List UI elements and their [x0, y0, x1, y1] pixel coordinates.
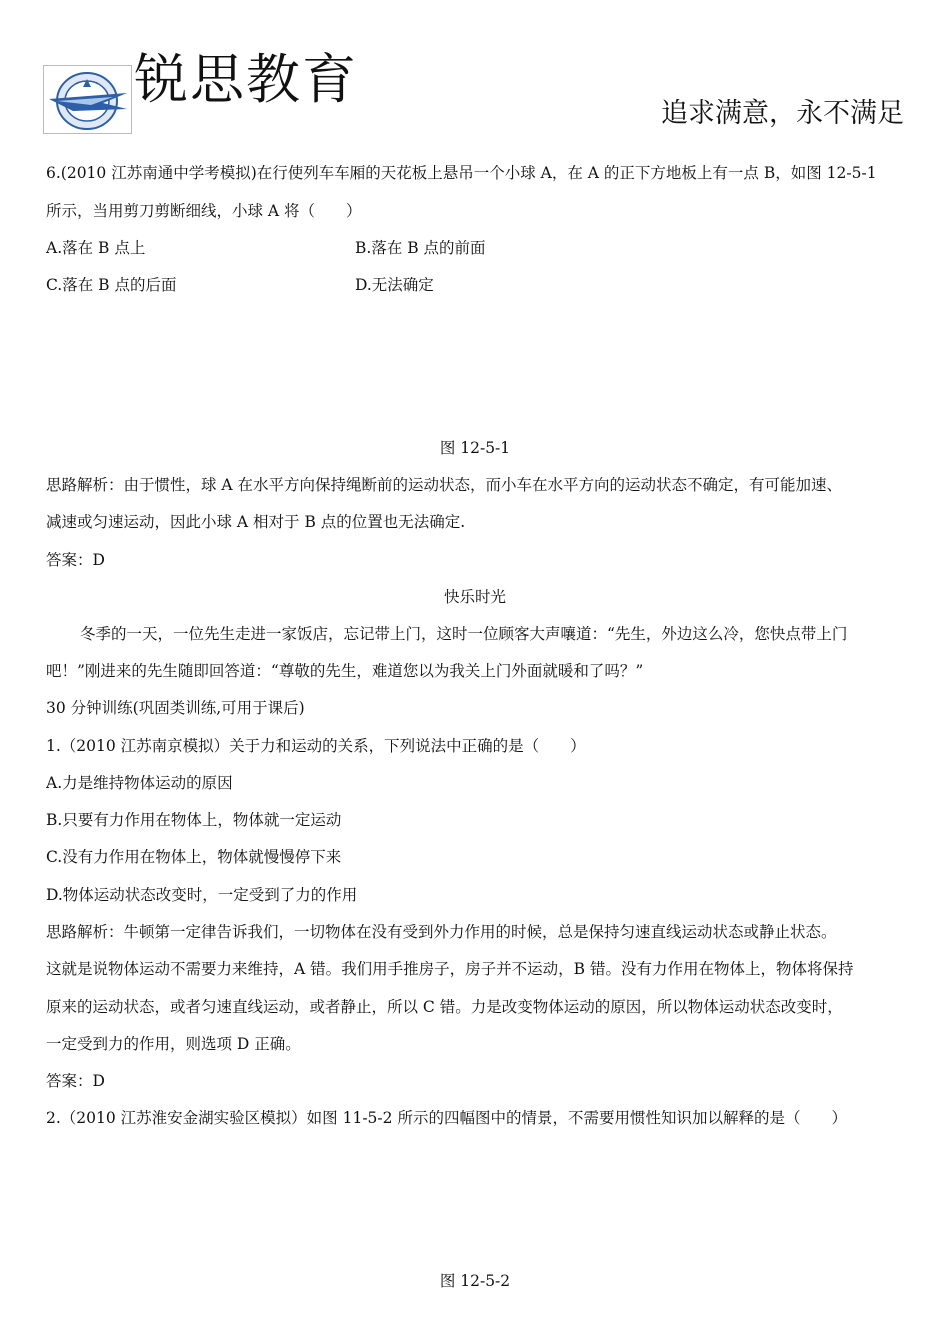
q1-analysis-line1: 思路解析：牛顿第一定律告诉我们，一切物体在没有受到外力作用的时候，总是保持匀速直线运动状态或静止状态。: [46, 923, 837, 941]
q2-figure-caption: 图 12-5-2: [439, 1272, 511, 1290]
q1-stem: 1.（2010 江苏南京模拟）关于力和运动的关系，下列说法中正确的是（ ）: [46, 737, 586, 755]
q6-answer: 答案：D: [46, 551, 105, 569]
happy-line1: 冬季的一天，一位先生走进一家饭店，忘记带上门，这时一位顾客大声嚷道：“先生，外边这么冷，您快点带上门: [80, 625, 848, 643]
q6-stem-line2: 所示，当用剪刀剪断细线，小球 A 将（ ）: [46, 202, 362, 220]
logo: [43, 65, 132, 134]
q6-option-c: C.落在 B 点的后面: [46, 276, 177, 294]
brand-title: 锐思教育: [134, 48, 358, 111]
q1-analysis-line2: 这就是说物体运动不需要力来维持，A 错。我们用手推房子，房子并不运动，B 错。没有力作用在物体上，物体将保持: [46, 960, 854, 978]
happy-line2: 吧！”刚进来的先生随即回答道：“尊敬的先生，难道您以为我关上门外面就暖和了吗？”: [46, 662, 644, 680]
q6-analysis-line2: 减速或匀速运动，因此小球 A 相对于 B 点的位置也无法确定.: [46, 513, 466, 531]
q6-stem-line1: 6.(2010 江苏南通中学考模拟)在行使列车车厢的天花板上悬吊一个小球 A，在 A 的正下方地板上有一点 B，如图 12-5-1: [46, 164, 877, 182]
q6-figure-caption: 图 12-5-1: [439, 439, 511, 457]
q2-stem: 2.（2010 江苏淮安金湖实验区模拟）如图 11-5-2 所示的四幅图中的情景，不需要用惯性知识加以解释的是（ ）: [46, 1109, 847, 1127]
q1-answer: 答案：D: [46, 1072, 105, 1090]
q1-option-c: C.没有力作用在物体上，物体就慢慢停下来: [46, 848, 342, 866]
q1-analysis-line4: 一定受到力的作用，则选项 D 正确。: [46, 1035, 301, 1053]
q1-analysis-line3: 原来的运动状态，或者匀速直线运动，或者静止，所以 C 错。力是改变物体运动的原因，所以物体运动状态改变时，: [46, 998, 843, 1016]
slogan: 追求满意，永不满足: [661, 98, 904, 129]
logo-emblem-icon: [43, 65, 132, 134]
q6-option-b: B.落在 B 点的前面: [355, 239, 486, 257]
q6-option-d: D.无法确定: [355, 276, 434, 294]
q6-option-a: A.落在 B 点上: [46, 239, 146, 257]
happy-title: 快乐时光: [443, 588, 506, 606]
q6-analysis-line1: 思路解析：由于惯性，球 A 在水平方向保持绳断前的运动状态，而小车在水平方向的运动状态不确定，有可能加速、: [46, 476, 843, 494]
q1-option-d: D.物体运动状态改变时，一定受到了力的作用: [46, 886, 358, 904]
q1-option-a: A.力是维持物体运动的原因: [46, 774, 233, 792]
training-heading: 30 分钟训练(巩固类训练,可用于课后): [46, 699, 305, 717]
q1-option-b: B.只要有力作用在物体上，物体就一定运动: [46, 811, 342, 829]
